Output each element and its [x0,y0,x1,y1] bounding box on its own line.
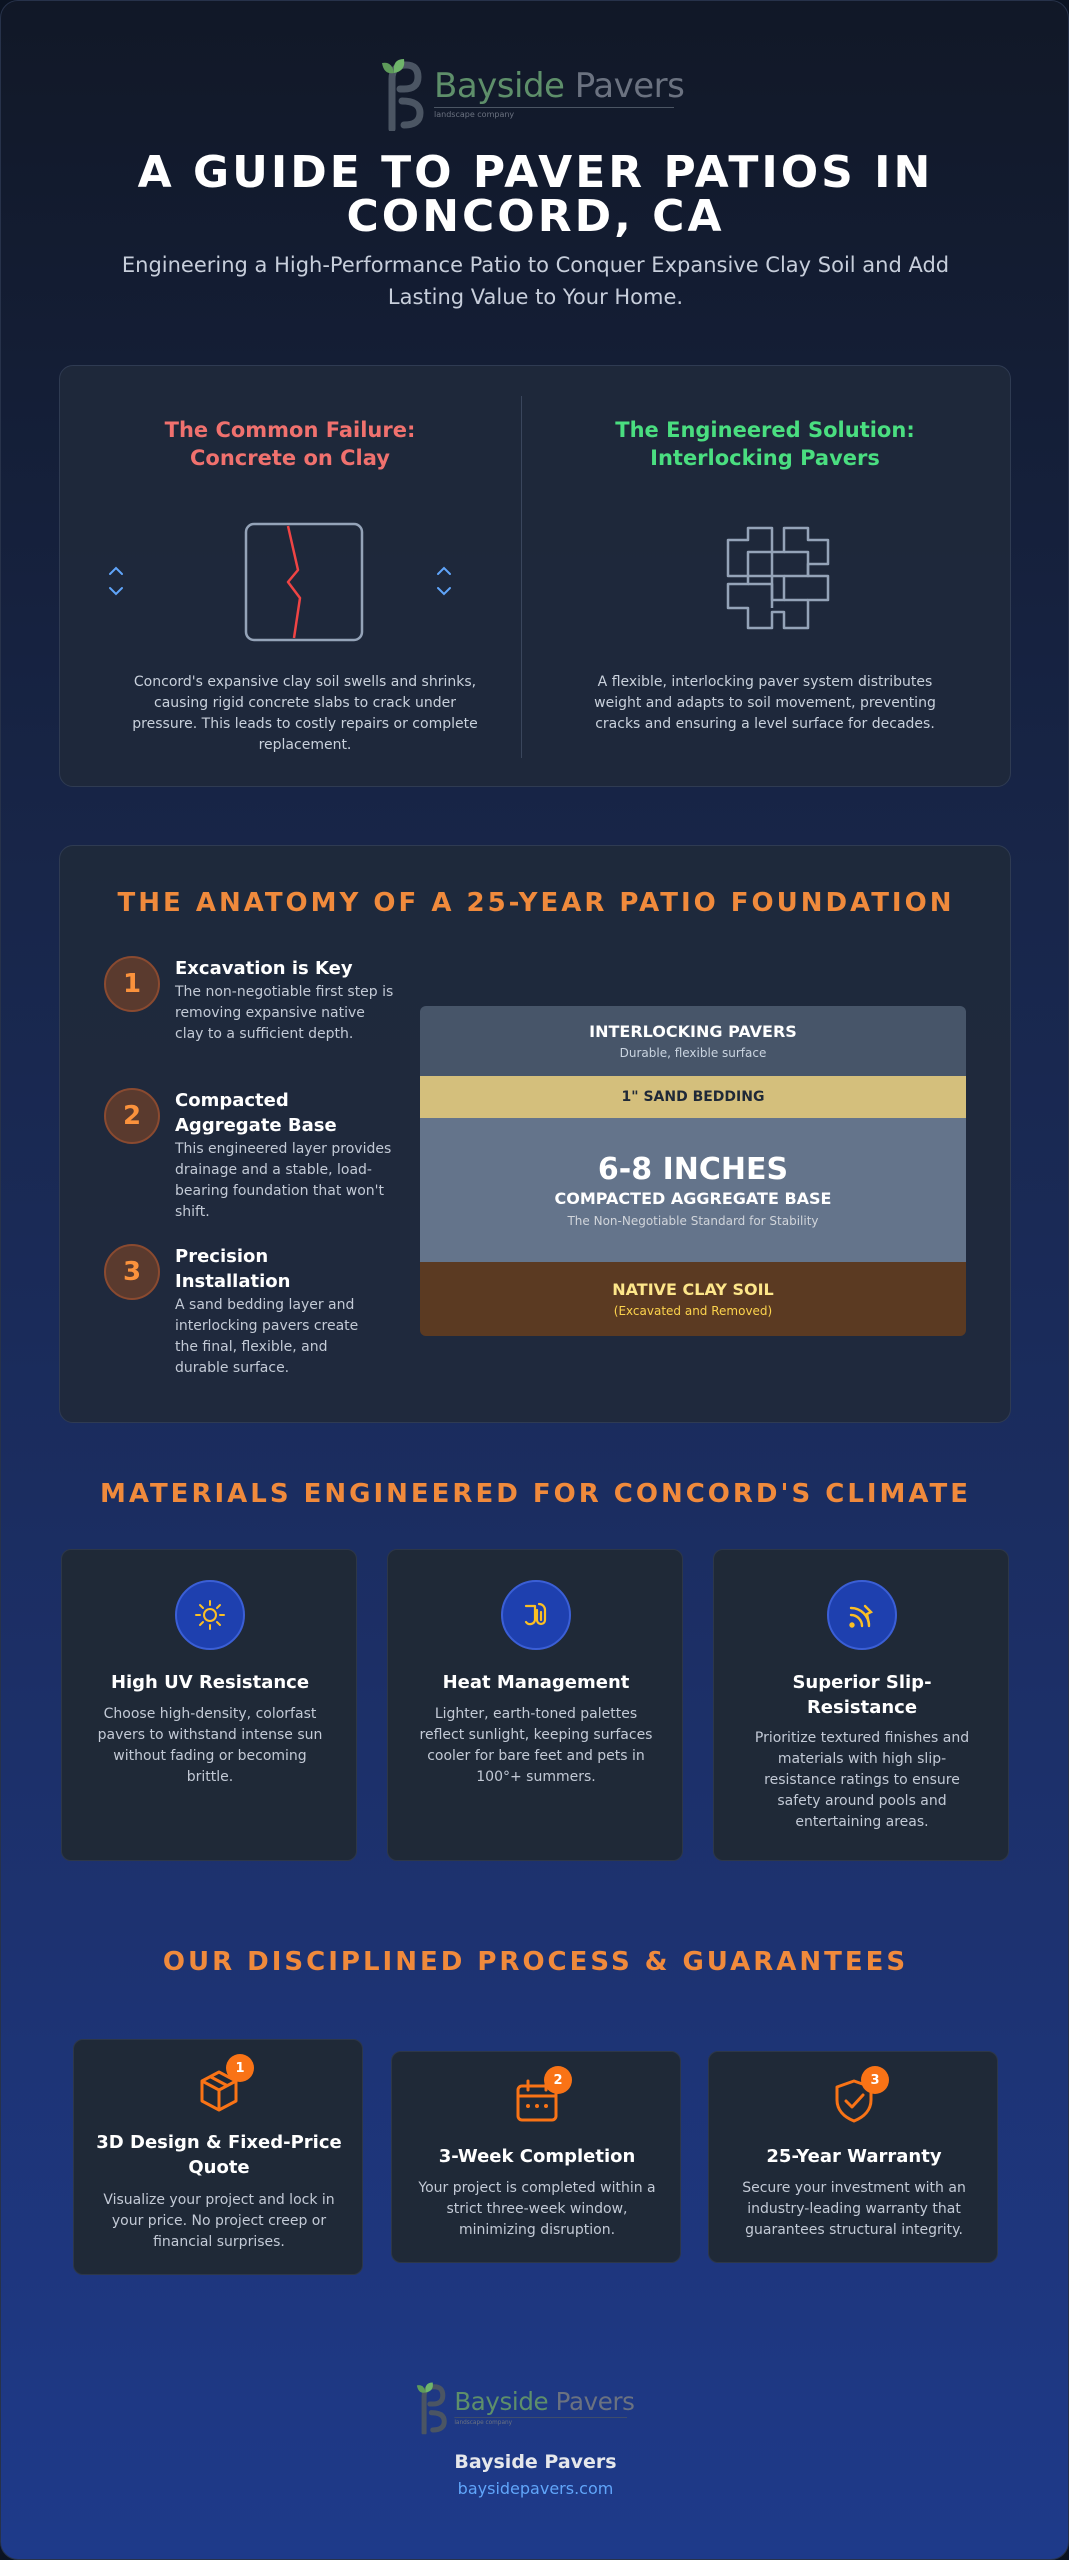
failure-title: The Common Failure: Concrete on Clay [164,418,416,470]
footer-logo-mark-icon [414,2381,451,2434]
layer-base-depth: 6-8 INCHES [597,1151,789,1187]
layer-clay-sub: (Excavated and Removed) [613,1304,773,1318]
process-title-completion: 3-Week Completion [438,2146,636,2167]
comparison-divider [521,396,522,758]
material-card-uv [61,1549,357,1861]
layer-base-sub: The Non-Negotiable Standard for Stability [567,1213,819,1228]
layer-sand [420,1076,966,1118]
material-title-heat: Heat Management [442,1672,630,1693]
layer-sand-title: 1" SAND BEDDING [621,1089,765,1105]
process-desc-design: Visualize your project and lock in your price. No project creep or financial surprises. [103,2192,335,2250]
material-card-slip [713,1549,1009,1861]
logo-word-bayside: Bayside [434,66,565,106]
interlocking-pavers-icon [720,520,840,640]
layer-pavers-sub: Durable, flexible surface [619,1046,767,1060]
page-title: A GUIDE TO PAVER PATIOS IN CONCORD, CA [137,147,934,242]
process-card-warranty [708,2051,998,2263]
layer-clay-title: NATIVE CLAY SOIL [612,1280,774,1299]
step-title-1: Excavation is Key [175,958,353,979]
layer-aggregate-base [420,1118,966,1262]
material-title-uv: High UV Resistance [110,1672,310,1693]
anatomy-card [59,845,1011,1423]
footer-website-link[interactable]: baysidepavers.com [457,2479,614,2498]
sun-icon [175,1580,245,1650]
temperature-icon [501,1580,571,1650]
process-title: OUR DISCIPLINED PROCESS & GUARANTEES [162,1947,909,1977]
layer-base-title: COMPACTED AGGREGATE BASE [554,1188,832,1208]
page-subtitle: Engineering a High-Performance Patio to Conquer Expansive Clay Soil and Add Lasting Value to Your Home. [121,253,950,309]
cracked-slab-icon [100,514,500,654]
process-badge-2: 2 [544,2066,572,2094]
logo-tagline: landscape company [434,107,674,119]
layer-pavers [420,1006,966,1076]
footer-company-name: Bayside Pavers [454,2451,617,2473]
step-number-1: 1 [104,956,160,1012]
material-title-slip: Superior Slip-Resistance [792,1672,932,1718]
step-desc-1: The non-negotiable first step is removing expansive native clay to a sufficient depth. [175,984,394,1042]
process-card-completion [391,2051,681,2263]
layer-pavers-title: INTERLOCKING PAVERS [589,1022,797,1041]
material-desc-uv: Choose high-density, colorfast pavers to withstand intense sun without fading or becoming brittle. [97,1706,323,1785]
logo-word-pavers: Pavers [574,66,685,106]
footer-logo[interactable] [414,2381,635,2434]
traction-icon [827,1580,897,1650]
logo-mark-icon [378,57,430,131]
step-title-2: Compacted Aggregate Base [175,1090,337,1136]
footer-logo-word-bayside: Bayside [454,2387,549,2417]
process-badge-3: 3 [861,2066,889,2094]
materials-title: MATERIALS ENGINEERED FOR CONCORD'S CLIMATE [99,1479,972,1509]
step-desc-3: A sand bedding layer and interlocking pavers create the final, flexible, and durable surface. [175,1297,359,1376]
step-title-3: Precision Installation [175,1246,291,1292]
process-title-warranty: 25-Year Warranty [766,2146,942,2167]
process-desc-completion: Your project is completed within a strict three-week window, minimizing disruption. [418,2180,656,2238]
process-desc-warranty: Secure your investment with an industry-leading warranty that guarantees structural integrity. [742,2180,966,2238]
foundation-layer-diagram [420,1006,966,1336]
solution-description: A flexible, interlocking paver system distributes weight and adapts to soil movement, preventing cracks and ensuring a level surface for decades. [594,674,936,732]
comparison-card [59,365,1011,787]
solution-title: The Engineered Solution: Interlocking Pavers [615,418,915,470]
header-logo[interactable] [378,57,684,131]
footer-logo-word-pavers: Pavers [555,2387,635,2417]
failure-description: Concord's expansive clay soil swells and shrinks, causing rigid concrete slabs to crack under pressure. This leads to costly repairs or complete replacement. [132,674,478,753]
step-number-3: 3 [104,1244,160,1300]
process-card-design [73,2039,363,2275]
material-card-heat [387,1549,683,1861]
layer-clay [420,1262,966,1336]
step-desc-2: This engineered layer provides drainage and a stable, load-bearing foundation that won't shift. [175,1141,392,1220]
anatomy-title: THE ANATOMY OF A 25-YEAR PATIO FOUNDATION [117,888,955,918]
step-number-2: 2 [104,1088,160,1144]
process-title-design: 3D Design & Fixed-Price Quote [96,2132,342,2178]
process-badge-1: 1 [226,2054,254,2082]
material-desc-heat: Lighter, earth-toned palettes reflect sunlight, keeping surfaces cooler for bare feet and pets in 100°+ summers. [419,1706,653,1785]
footer-logo-tagline: landscape company [454,2417,627,2426]
material-desc-slip: Prioritize textured finishes and materials with high slip-resistance ratings to ensure safety around pools and entertaining areas. [754,1730,970,1830]
